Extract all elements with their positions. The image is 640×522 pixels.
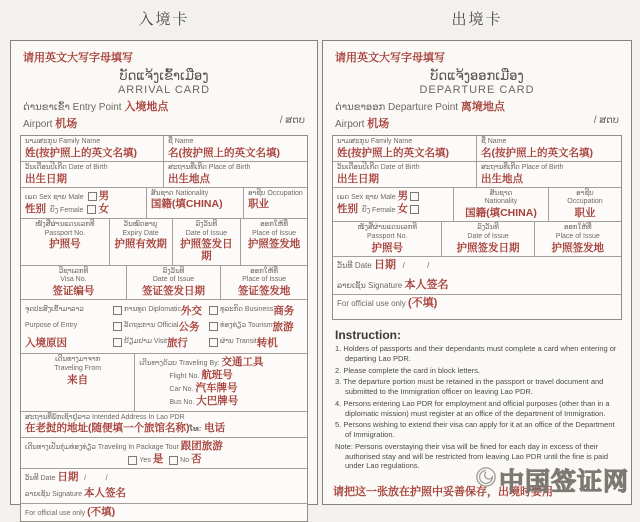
field-place-of-birth: ສະຖານທີ່ເກີດ Place of Birth 出生地点 — [168, 163, 251, 185]
arrival-en-title: ARRIVAL CARD — [117, 84, 211, 96]
field-visa-no: ວີຊາເລກທີ Visa No. 签证编号 — [21, 266, 127, 300]
watermark — [475, 462, 629, 498]
field-expiry-date: ວັນໝົດອາຍຸ Expiry Date 护照有效期 — [110, 219, 173, 265]
row-names — [333, 136, 621, 162]
departure-fill-note: 请用英文大写字母填写 — [335, 52, 445, 64]
row-official-use — [21, 504, 307, 521]
instruction-item-4: 4. Persons entering Lao PDR for employment and official purposes (other than in a diplomatic mission) must register at an office of the department of Immigration. — [335, 398, 610, 418]
departure-airport-line: Airport 机场 / ສຕບ — [335, 115, 619, 130]
field-visa-issue-place: ອອກໃຫ້ທີ່ Place of Issue 签证签发地 — [237, 267, 291, 297]
field-date-signature: ວັນທີ Date 日期 / / ລາຍເຊັນ Signature 本人签名 — [337, 258, 449, 291]
arrival-lao-title: ບັດແຈ້ງເຂົ້າເມືອງ — [119, 68, 209, 83]
airport-lao-note: / ສຕບ — [593, 115, 619, 126]
field-occupation: ອາຊີບ Occupation 职业 — [567, 189, 603, 220]
checkbox-official[interactable] — [113, 322, 122, 331]
field-passport-no: ໜັງສືຜ່ານແດນເລກທີ Passport No. 护照号 — [333, 222, 442, 256]
china-visa-net-logo-icon — [475, 466, 497, 495]
row-passport — [333, 222, 621, 257]
field-nationality: ສັນຊາດ Nationality 国籍(填CHINA) — [454, 188, 549, 222]
arrival-card — [10, 40, 318, 518]
row-birth — [333, 162, 621, 188]
checkbox-male[interactable] — [410, 192, 419, 201]
entry-point-line: ດ່ານຂາເຂົ້າ Entry Point 入境地点 — [23, 101, 169, 113]
field-date-signature: ວັນທີ Date 日期 / / ລາຍເຊັນ Signature 本人签名 — [25, 471, 127, 500]
checkbox-tourism[interactable] — [209, 322, 218, 331]
row-address — [21, 412, 307, 439]
row-traveling — [21, 354, 307, 412]
arrival-airport-line: Airport 机场 / ສຕບ — [23, 115, 305, 130]
row-date-signature — [21, 469, 307, 503]
instruction-note: Note: Persons overstaying their visa will be fined for each day in excess of their authorised stay and will be restricted from leaving Lao PDR until the fine is paid under Lao regulations. — [335, 441, 609, 471]
row-birth — [21, 162, 307, 188]
arrival-fill-note: 请用英文大写字母填写 — [23, 52, 133, 64]
field-visa-issue-date: ລົງວັນທີ Date of Issue 签证签发日期 — [127, 266, 221, 300]
field-place-of-birth: ສະຖານທີ່ເກີດ Place of Birth 出生地点 — [481, 163, 564, 185]
airport-lao-note: / ສຕບ — [279, 115, 305, 126]
field-nationality: ສັນຊາດ Nationality 国籍(填CHINA) — [147, 188, 244, 218]
watermark-text: 中国签证网 — [498, 468, 629, 496]
field-date-of-birth: ວັນເດືອນປີເກີດ Date of Birth 出生日期 — [333, 162, 477, 187]
field-flight-no: Flight No. 航班号 — [169, 369, 233, 382]
keep-in-passport-note: 请把这一张放在护照中妥善保存，出境时要用 — [333, 486, 553, 498]
departure-en-title: DEPARTURE CARD — [419, 84, 535, 96]
departure-lao-title: ບັດແຈ້ງອອກເມືອງ — [430, 68, 524, 83]
row-purpose: ຈຸດປະສົງເຂົ້າມາລາວ ການທູດ Diplomatic 外交 ທຸລະກິດ Business 商务 Purpose of Entry ລັດຖະການ Official 公务 ທ່ອງທ່ຽວ Tourism 旅游 入境原因 ຢ້ຽມຢາມ Visit 旅行 ຜ່ານ Transit 转机 — [21, 300, 307, 354]
row-sex-nat-occ — [333, 188, 621, 223]
field-passport-issue-date: ລົງວັນທີ Date of Issue 护照签发日期 — [173, 219, 242, 265]
departure-point-line: ດ່ານຂາອອກ Departure Point 离境地点 — [335, 101, 505, 113]
row-visa — [21, 266, 307, 301]
field-car-no: Car No. 汽车牌号 — [169, 382, 238, 395]
field-passport-no: ໜັງສືຜ່ານແດນເລກທີ Passport No. 护照号 — [21, 219, 110, 265]
field-sex: ເພດ Sex ຊາຍ Male 男 性别 ຍິງ Female 女 — [333, 188, 454, 222]
instruction-item-5: 5. Persons wishing to extend their visa can apply for it at an office of the Department of Immigration. — [335, 420, 615, 439]
checkbox-diplomatic[interactable] — [113, 306, 122, 315]
field-bus-no: Bus No. 大巴牌号 — [169, 395, 239, 408]
checkbox-female[interactable] — [410, 205, 419, 214]
field-passport-issue-date: ລົງວັນທີ Date of Issue 护照签发日期 — [442, 222, 534, 256]
row-package-tour — [21, 438, 307, 469]
field-date-of-birth: ວັນເດືອນປີເກີດ Date of Birth 出生日期 — [21, 162, 164, 187]
instruction-heading: Instruction: — [335, 328, 401, 342]
field-traveling-by: ເດີນທາງດ້ວຍ Traveling By: 交通工具 Flight No. 航班号 Car No. 汽车牌号 Bus No. 大巴牌号 — [135, 354, 307, 411]
field-family-name: ນາມສະກຸນ Family Name 姓(按护照上的英文名填) — [333, 136, 477, 161]
checkbox-male[interactable] — [88, 192, 97, 201]
departure-card-heading: 出境卡 — [451, 11, 503, 28]
field-sex: ເພດ Sex ຊາຍ Male 男 性别 ຍິງ Female 女 — [21, 188, 147, 218]
arrival-form — [20, 135, 308, 522]
field-name: ຊື່ Name 名(按护照上的英文名填) — [168, 138, 280, 159]
departure-card — [322, 40, 632, 505]
row-passport — [21, 219, 307, 266]
checkbox-transit[interactable] — [209, 338, 218, 347]
row-sex-nat-occ — [21, 188, 307, 219]
field-traveling-from: ເດີນທາງມາຈາກ Traveling From 来自 — [21, 354, 135, 411]
row-official-use — [333, 295, 621, 319]
instruction-item-3: 3. The departure portion must be retained in the passport or travel document and submitted to the Immigration officer on leaving Lao PDR. — [335, 377, 604, 396]
field-passport-issue-place: ອອກໃຫ້ທີ່ Place of Issue 护照签发地 — [247, 220, 301, 251]
field-occupation: ອາຊີບ Occupation 职业 — [248, 189, 303, 211]
checkbox-visit[interactable] — [113, 338, 122, 347]
field-name: ຊື່ Name 名(按护照上的英文名填) — [481, 138, 593, 159]
row-date-signature — [333, 257, 621, 296]
field-official-use: For official use only (不填) — [25, 505, 116, 518]
instruction-item-2: 2. Please complete the card in block letters. — [335, 365, 481, 375]
field-passport-issue-place: ອອກໃຫ້ທີ່ Place of Issue 护照签发地 — [551, 224, 605, 254]
instruction-item-1: 1. Holders of passports and their dependants must complete a card when entering or departing Lao PDR. — [335, 344, 617, 363]
checkbox-package-no[interactable] — [169, 456, 178, 465]
field-official-use: For official use only (不填) — [337, 297, 438, 310]
field-family-name: ນາມສະກຸນ Family Name 姓(按护照上的英文名填) — [21, 136, 164, 161]
checkbox-business[interactable] — [209, 306, 218, 315]
departure-form — [332, 135, 622, 320]
field-package-tour: ເດີນທາງເປັນກຸ່ມທ່ອງທ່ຽວ Traveling In Package Tour 跟团旅游 Yes 是 No 否 — [25, 440, 223, 466]
arrival-card-heading: 入境卡 — [138, 11, 190, 28]
checkbox-female[interactable] — [87, 205, 96, 214]
field-address: ສະຖານທີ່ພັກເຊົາຢູ່ລາວ Intended Address In Lao PDR 在老挝的地址(随便填一个旅馆名称)ໂທ: 电话 — [25, 413, 226, 435]
checkbox-package-yes[interactable] — [128, 456, 137, 465]
row-names — [21, 136, 307, 162]
